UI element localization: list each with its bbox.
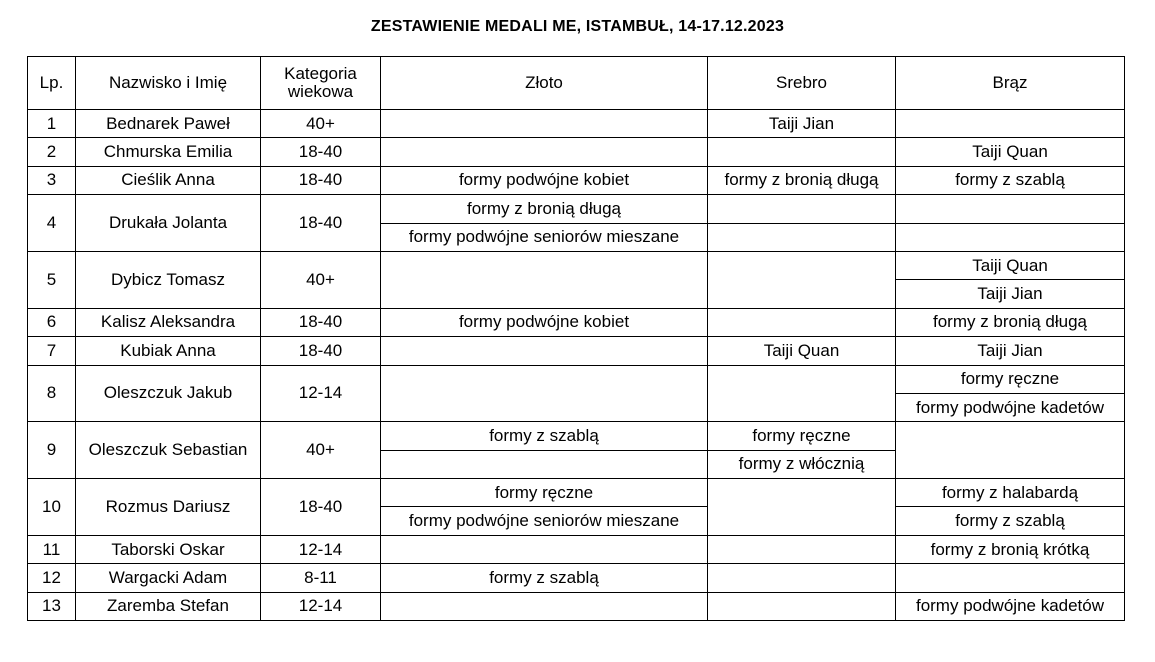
cell-category: 8-11 (261, 564, 381, 592)
cell-lp: 4 (28, 195, 76, 252)
cell-name: Rozmus Dariusz (76, 479, 261, 536)
cell-silver (708, 535, 896, 563)
cell-name: Cieślik Anna (76, 166, 261, 194)
cell-lp: 8 (28, 365, 76, 422)
cell-bronze (896, 422, 1125, 479)
cell-bronze: formy podwójne kadetów (896, 592, 1125, 620)
cell-gold (381, 592, 708, 620)
table-row (28, 110, 1125, 138)
cell-bronze: formy z bronią krótką (896, 535, 1125, 563)
cell-gold (381, 450, 708, 478)
cell-category: 18-40 (261, 479, 381, 536)
cell-lp: 10 (28, 479, 76, 536)
cell-lp: 3 (28, 166, 76, 194)
table-row (28, 592, 1125, 620)
header-name: Nazwisko i Imię (76, 57, 261, 110)
cell-gold: formy podwójne kobiet (381, 166, 708, 194)
cell-silver: formy z bronią długą (708, 166, 896, 194)
header-category-line1: Kategoria (284, 64, 357, 83)
cell-gold: formy podwójne kobiet (381, 308, 708, 336)
cell-gold: formy z szablą (381, 422, 708, 450)
cell-silver: formy ręczne (708, 422, 896, 450)
table-row (28, 138, 1125, 166)
cell-gold (381, 337, 708, 365)
cell-bronze: Taiji Quan (896, 138, 1125, 166)
cell-lp: 12 (28, 564, 76, 592)
cell-category: 12-14 (261, 535, 381, 563)
cell-name: Kalisz Aleksandra (76, 308, 261, 336)
cell-silver (708, 308, 896, 336)
cell-bronze: formy z szablą (896, 507, 1125, 535)
cell-bronze: formy ręczne (896, 365, 1125, 393)
cell-category: 40+ (261, 251, 381, 308)
cell-gold (381, 138, 708, 166)
header-category-line2: wiekowa (287, 82, 354, 101)
cell-bronze (896, 195, 1125, 223)
header-category (261, 57, 381, 110)
cell-gold (381, 251, 708, 308)
cell-name: Oleszczuk Jakub (76, 365, 261, 422)
cell-name: Oleszczuk Sebastian (76, 422, 261, 479)
cell-lp: 5 (28, 251, 76, 308)
table-row (28, 337, 1125, 365)
cell-name: Chmurska Emilia (76, 138, 261, 166)
table-row (28, 365, 1125, 393)
cell-silver (708, 251, 896, 308)
header-silver: Srebro (708, 57, 896, 110)
cell-bronze: formy z bronią długą (896, 308, 1125, 336)
cell-gold (381, 110, 708, 138)
cell-silver (708, 195, 896, 223)
cell-category: 18-40 (261, 138, 381, 166)
cell-category: 40+ (261, 110, 381, 138)
cell-silver (708, 592, 896, 620)
header-row (28, 57, 1125, 110)
cell-name: Bednarek Paweł (76, 110, 261, 138)
table-row (28, 479, 1125, 507)
cell-category: 18-40 (261, 195, 381, 252)
cell-bronze: formy z halabardą (896, 479, 1125, 507)
cell-silver (708, 564, 896, 592)
cell-gold (381, 365, 708, 422)
cell-gold: formy podwójne seniorów mieszane (381, 223, 708, 251)
cell-gold: formy podwójne seniorów mieszane (381, 507, 708, 535)
cell-bronze (896, 110, 1125, 138)
cell-lp: 11 (28, 535, 76, 563)
cell-name: Dybicz Tomasz (76, 251, 261, 308)
cell-gold: formy z bronią długą (381, 195, 708, 223)
cell-lp: 1 (28, 110, 76, 138)
cell-name: Drukała Jolanta (76, 195, 261, 252)
medals-table (27, 56, 1125, 621)
cell-silver (708, 365, 896, 422)
cell-silver: Taiji Quan (708, 337, 896, 365)
cell-category: 12-14 (261, 365, 381, 422)
table-row (28, 251, 1125, 279)
cell-lp: 7 (28, 337, 76, 365)
cell-silver (708, 223, 896, 251)
page-title: ZESTAWIENIE MEDALI ME, ISTAMBUŁ, 14-17.12.2023 (370, 18, 785, 35)
header-gold: Złoto (381, 57, 708, 110)
cell-silver (708, 479, 896, 536)
cell-gold: formy z szablą (381, 564, 708, 592)
cell-bronze: Taiji Jian (896, 280, 1125, 308)
cell-category: 40+ (261, 422, 381, 479)
cell-name: Wargacki Adam (76, 564, 261, 592)
cell-bronze (896, 223, 1125, 251)
cell-lp: 9 (28, 422, 76, 479)
cell-lp: 13 (28, 592, 76, 620)
cell-silver (708, 138, 896, 166)
table-row (28, 422, 1125, 450)
cell-bronze: formy z szablą (896, 166, 1125, 194)
cell-bronze: Taiji Quan (896, 251, 1125, 279)
cell-name: Taborski Oskar (76, 535, 261, 563)
cell-category: 18-40 (261, 308, 381, 336)
cell-category: 18-40 (261, 337, 381, 365)
header-bronze: Brąz (896, 57, 1125, 110)
table-row (28, 195, 1125, 223)
cell-silver: formy z włócznią (708, 450, 896, 478)
header-lp: Lp. (28, 57, 76, 110)
cell-lp: 6 (28, 308, 76, 336)
cell-name: Kubiak Anna (76, 337, 261, 365)
table-row (28, 166, 1125, 194)
cell-gold: formy ręczne (381, 479, 708, 507)
cell-bronze: formy podwójne kadetów (896, 393, 1125, 421)
table-row (28, 535, 1125, 563)
cell-lp: 2 (28, 138, 76, 166)
cell-category: 12-14 (261, 592, 381, 620)
table-row (28, 308, 1125, 336)
cell-bronze: Taiji Jian (896, 337, 1125, 365)
cell-bronze (896, 564, 1125, 592)
cell-category: 18-40 (261, 166, 381, 194)
cell-silver: Taiji Jian (708, 110, 896, 138)
cell-gold (381, 535, 708, 563)
table-row (28, 564, 1125, 592)
cell-name: Zaremba Stefan (76, 592, 261, 620)
